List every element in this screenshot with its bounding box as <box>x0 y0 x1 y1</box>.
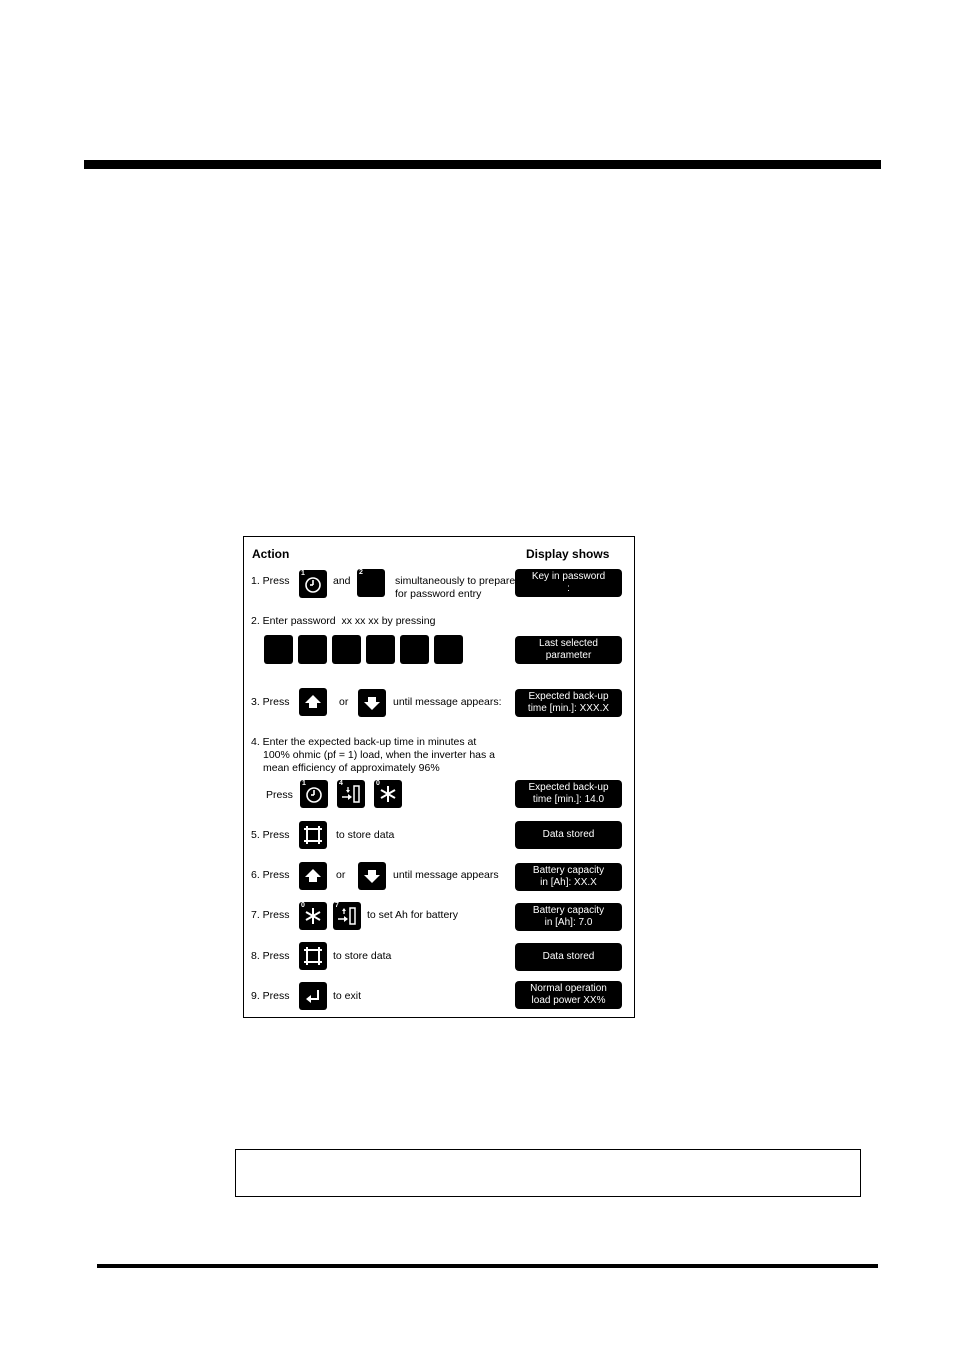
store-frame-icon <box>299 821 327 849</box>
key-up[interactable] <box>299 688 327 716</box>
key-store[interactable] <box>299 821 327 849</box>
step2-label: 2. Enter password xx xx xx by pressing <box>251 615 436 627</box>
step7-label: 7. Press <box>251 909 290 921</box>
key-0-star[interactable] <box>299 902 327 930</box>
key-down[interactable] <box>358 862 386 890</box>
display-expected-backup-value: Expected back-up time [min.]: 14.0 <box>515 780 622 808</box>
step6-label: 6. Press <box>251 869 290 881</box>
display-data-stored-2: Data stored <box>515 943 622 971</box>
note-box <box>235 1149 861 1197</box>
key-down[interactable] <box>358 689 386 717</box>
key-number: 0 <box>376 780 380 787</box>
display-data-stored: Data stored <box>515 821 622 849</box>
key-number: 7 <box>335 902 339 909</box>
arrow-up-icon <box>299 862 327 890</box>
key-1-clock[interactable] <box>299 570 327 598</box>
display-key-in-password: Key in password : <box>515 569 622 597</box>
step4-line3: mean efficiency of approximately 96% <box>263 762 440 774</box>
arrow-down-icon <box>358 862 386 890</box>
step9-label: 9. Press <box>251 990 290 1002</box>
key-number: 2 <box>359 569 363 576</box>
bottom-rule <box>97 1264 878 1268</box>
clock-icon <box>299 570 327 598</box>
key-2[interactable] <box>357 569 385 597</box>
key-number: 4 <box>339 780 343 787</box>
step3-desc: until message appears: <box>393 696 502 708</box>
password-key-1[interactable] <box>264 635 293 664</box>
key-number: 1 <box>301 570 305 577</box>
arrow-into-bar-icon <box>337 780 365 808</box>
step4-line1: 4. Enter the expected back-up time in minutes at <box>251 736 477 748</box>
key-1-clock-step4[interactable] <box>300 780 328 808</box>
procedure-panel <box>243 536 635 1018</box>
display-normal-operation: Normal operation load power XX% <box>515 981 622 1009</box>
key-7-increase[interactable] <box>333 902 361 930</box>
arrow-up-icon <box>299 688 327 716</box>
password-key-5[interactable] <box>400 635 429 664</box>
display-battery-capacity: Battery capacity in [Ah]: XX.X <box>515 863 622 891</box>
key-enter[interactable] <box>299 982 327 1010</box>
key-up[interactable] <box>299 862 327 890</box>
key-4-decrease[interactable] <box>337 780 365 808</box>
display-last-selected: Last selected parameter <box>515 636 622 664</box>
key-number: 0 <box>301 902 305 909</box>
step1-label: 1. Press <box>251 575 290 587</box>
action-header: Action <box>252 547 290 561</box>
arrow-down-icon <box>358 689 386 717</box>
password-key-6[interactable] <box>434 635 463 664</box>
key-0-star[interactable] <box>374 780 402 808</box>
step9-desc: to exit <box>333 990 362 1002</box>
step6-desc: until message appears <box>393 869 499 881</box>
step8-desc: to store data <box>333 950 392 962</box>
arrow-into-bar-icon <box>333 902 361 930</box>
password-key-4[interactable] <box>366 635 395 664</box>
top-rule <box>84 160 881 169</box>
step8-label: 8. Press <box>251 950 290 962</box>
display-expected-backup: Expected back-up time [min.]: XXX.X <box>515 689 622 717</box>
step5-desc: to store data <box>336 829 395 841</box>
key-store[interactable] <box>299 942 327 970</box>
store-frame-icon <box>299 942 327 970</box>
step1-and: and <box>333 575 351 587</box>
step6-or: or <box>336 869 346 881</box>
display-battery-capacity-value: Battery capacity in [Ah]: 7.0 <box>515 903 622 931</box>
step3-or: or <box>339 696 349 708</box>
step3-label: 3. Press <box>251 696 290 708</box>
password-key-2[interactable] <box>298 635 327 664</box>
display-header: Display shows <box>526 547 610 561</box>
key-number: 1 <box>302 780 306 787</box>
step4-line2: 100% ohmic (pf = 1) load, when the inverter has a <box>263 749 496 761</box>
step1-desc1: simultaneously to prepare <box>395 575 516 587</box>
asterisk-icon <box>299 902 327 930</box>
enter-icon <box>299 982 327 1010</box>
step5-label: 5. Press <box>251 829 290 841</box>
step1-desc2: for password entry <box>395 588 482 600</box>
step4-press: Press <box>266 789 293 801</box>
asterisk-icon <box>374 780 402 808</box>
password-key-3[interactable] <box>332 635 361 664</box>
clock-icon <box>300 780 328 808</box>
step7-desc: to set Ah for battery <box>367 909 459 921</box>
